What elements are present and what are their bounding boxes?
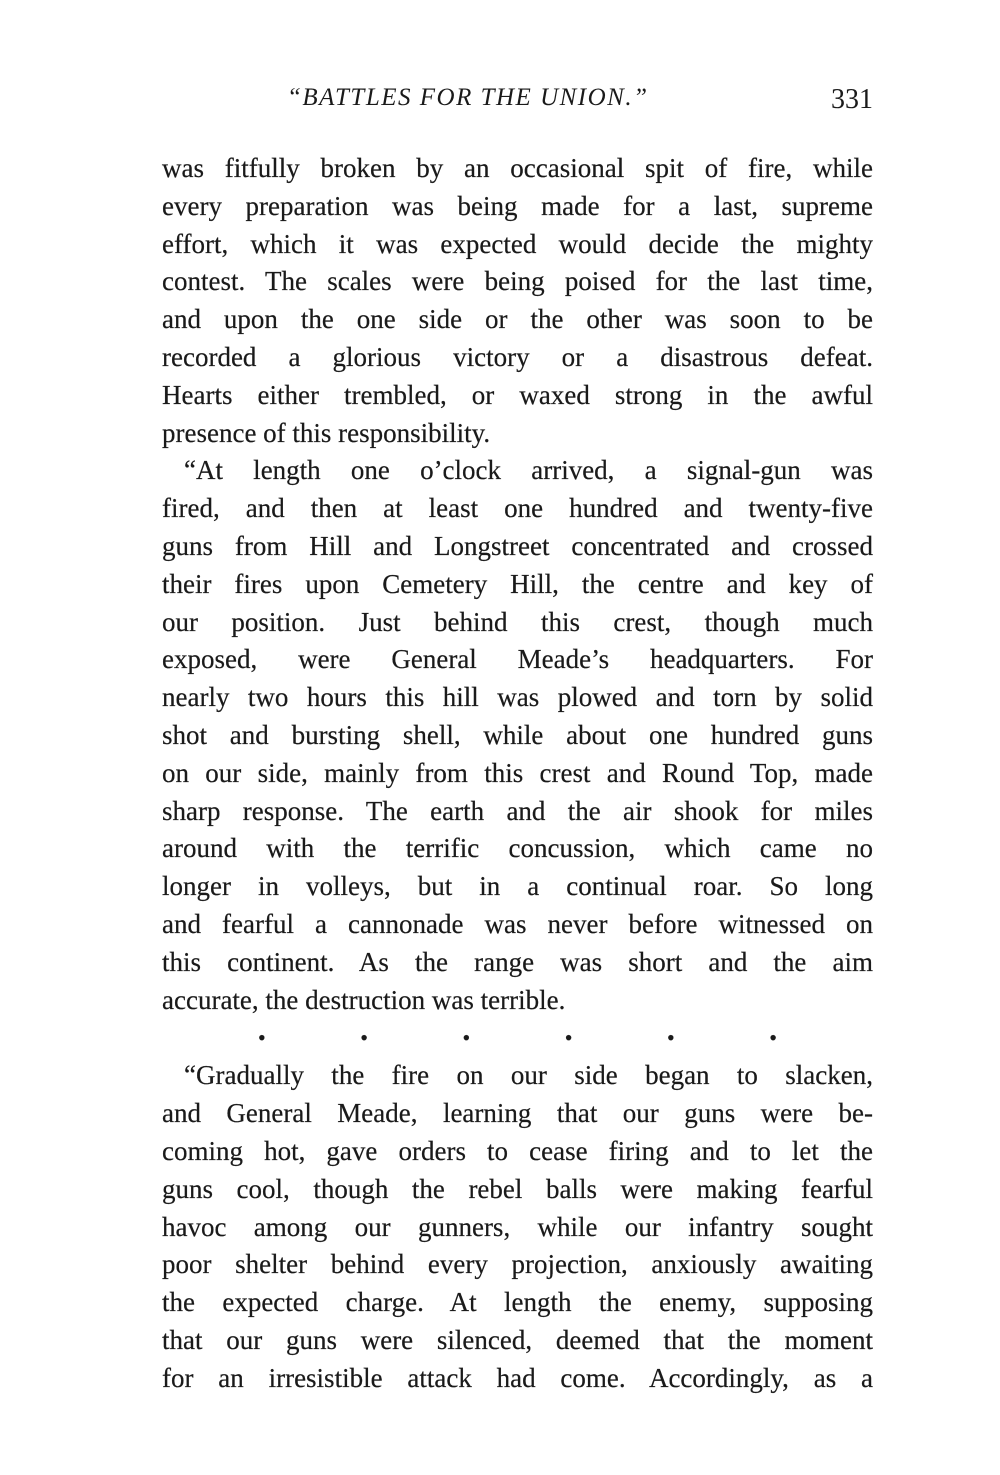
text-line: on our side, mainly from this crest and Round Top, made <box>162 757 873 788</box>
text-line: coming hot, gave orders to cease firing and to let the <box>162 1135 873 1166</box>
text-line: Hearts either trembled, or waxed strong in the awful <box>162 379 873 410</box>
text-line: poor shelter behind every projection, anxiously awaiting <box>162 1249 873 1280</box>
text-line: shot and bursting shell, while about one hundred guns <box>162 719 873 750</box>
text-line: and upon the one side or the other was soon to be <box>162 304 873 335</box>
page-header <box>162 84 873 124</box>
text-line: and fearful a cannonade was never before witnessed on <box>162 908 873 939</box>
text-line: longer in volleys, but in a continual roar. So long <box>162 871 873 902</box>
text-line: recorded a glorious victory or a disastrous defeat. <box>162 341 873 372</box>
text-line: “At length one o’clock arrived, a signal-gun was <box>184 455 873 486</box>
paragraph-2 <box>162 452 873 1019</box>
text-line: was fitfully broken by an occasional spit of fire, while <box>162 153 873 183</box>
dot: • <box>360 1025 368 1051</box>
text-line: “Gradually the fire on our side began to slacken, <box>184 1060 873 1091</box>
text-line: accurate, the destruction was terrible. <box>162 984 566 1015</box>
text-line: that our guns were silenced, deemed that the moment <box>162 1324 873 1355</box>
text-line: guns cool, though the rebel balls were making fearful <box>162 1173 873 1204</box>
body-text <box>162 150 873 1398</box>
dot: • <box>258 1025 266 1051</box>
text-line: for an irresistible attack had come. Accordingly, as a <box>162 1362 873 1393</box>
text-line: contest. The scales were being poised for the last time, <box>162 266 873 297</box>
paragraph-1 <box>162 150 873 452</box>
page-number: 331 <box>831 84 873 115</box>
dot: • <box>564 1025 573 1051</box>
dot: • <box>667 1025 675 1051</box>
text-line: this continent. As the range was short and the aim <box>162 946 873 977</box>
text-line: havoc among our gunners, while our infantry sought <box>162 1211 873 1242</box>
dot: • <box>769 1025 777 1051</box>
text-line: nearly two hours this hill was plowed and torn by solid <box>162 682 873 713</box>
text-line: guns from Hill and Longstreet concentrated and crossed <box>162 530 873 561</box>
text-line: our position. Just behind this crest, though much <box>162 606 873 637</box>
text-line: exposed, were General Meade’s headquarters. For <box>162 644 873 675</box>
text-line: their fires upon Cemetery Hill, the centre and key of <box>162 568 873 599</box>
text-line: presence of this responsibility. <box>162 417 491 448</box>
running-title: “BATTLES FOR THE UNION.” <box>287 84 649 111</box>
text-line: effort, which it was expected would decide the mighty <box>162 228 873 259</box>
text-line: every preparation was being made for a last, supreme <box>162 190 873 221</box>
ellipsis-dots <box>162 1019 873 1057</box>
paragraph-3 <box>162 1057 873 1397</box>
dot: • <box>462 1025 471 1051</box>
text-line: and General Meade, learning that our guns were be- <box>162 1098 873 1129</box>
text-line: fired, and then at least one hundred and twenty-five <box>162 493 873 524</box>
text-line: sharp response. The earth and the air shook for miles <box>162 795 873 826</box>
text-line: the expected charge. At length the enemy, supposing <box>162 1287 873 1318</box>
text-line: around with the terrific concussion, which came no <box>162 833 873 864</box>
